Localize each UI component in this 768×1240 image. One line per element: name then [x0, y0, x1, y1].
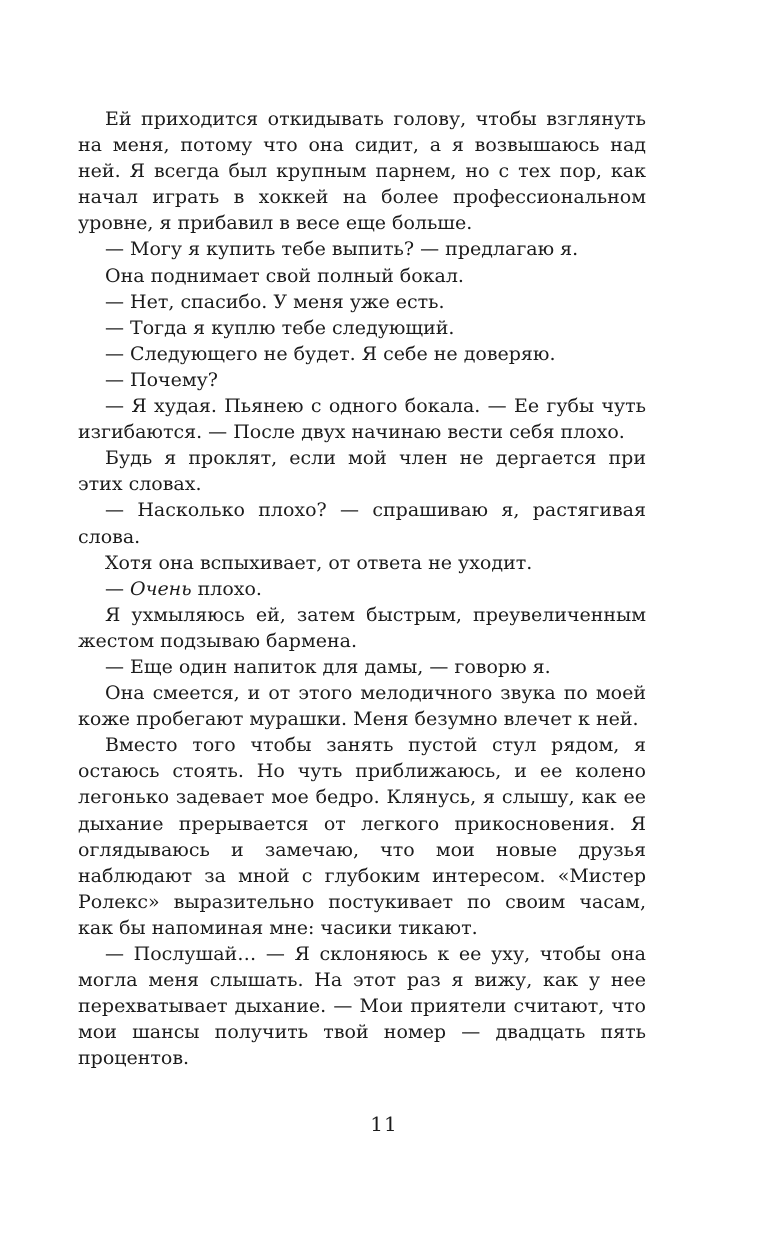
paragraph: Я ухмыляюсь ей, затем быстрым, преувеличенным жестом подзываю бармена. — [78, 603, 646, 652]
page-number: 11 — [370, 1112, 398, 1136]
paragraph: Она смеется, и от этого мелодичного звука по моей коже пробегают мурашки. Меня безумно влечет к ней. — [78, 682, 646, 731]
paragraph: Будь я проклят, если мой член не дергается при этих словах. — [78, 447, 646, 496]
paragraph: — Тогда я куплю тебе следующий. — [105, 316, 455, 339]
paragraph-with-emphasis — [78, 576, 646, 602]
paragraph: — Я худая. Пьянею с одного бокала. — Ее губы чуть изгибаются. — После двух начинаю вести себя плохо. — [78, 395, 646, 444]
paragraph: Ей приходится откидывать голову, чтобы взглянуть на меня, потому что она сидит, а я возвышаюсь над ней. Я всегда был крупным парнем, но с тех пор, как начал играть в хоккей на более профессиональном уровне, я прибавил в весе еще больше. — [78, 108, 646, 235]
paragraph: — Нет, спасибо. У меня уже есть. — [105, 290, 445, 313]
paragraph: Она поднимает свой полный бокал. — [105, 264, 464, 287]
paragraph: — Почему? — [105, 368, 218, 391]
paragraph: — Могу я купить тебе выпить? — предлагаю я. — [105, 238, 579, 261]
body-text — [78, 106, 646, 1071]
paragraph: — Еще один напиток для дамы, — говорю я. — [105, 655, 551, 678]
paragraph: — Послушай… — Я склоняюсь к ее уху, чтобы она могла меня слышать. На этот раз я вижу, как у нее перехватывает дыхание. — Мои приятели считают, что мои шансы получить твой номер — двадцать пять процентов. — [78, 943, 646, 1070]
paragraph: — Следующего не будет. Я себе не доверяю. — [105, 342, 556, 365]
emphasized-word: Очень — [130, 577, 192, 600]
paragraph: — Насколько плохо? — спрашиваю я, растягивая слова. — [78, 499, 646, 548]
paragraph: Хотя она вспыхивает, от ответа не уходит. — [105, 551, 533, 574]
paragraph-rest: плохо. — [191, 577, 262, 600]
dialogue-dash: — — [105, 577, 131, 600]
paragraph: Вместо того чтобы занять пустой стул рядом, я остаюсь стоять. Но чуть приближаюсь, и ее колено легонько задевает мое бедро. Клянусь, я слышу, как ее дыхание прерывается от легкого прикосновения. Я оглядываюсь и замечаю, что мои новые друзья наблюдают за мной с глубоким интересом. «Мистер Ролекс» выразительно постукивает по своим часам, как бы напоминая мне: часики тикают. — [78, 734, 646, 939]
